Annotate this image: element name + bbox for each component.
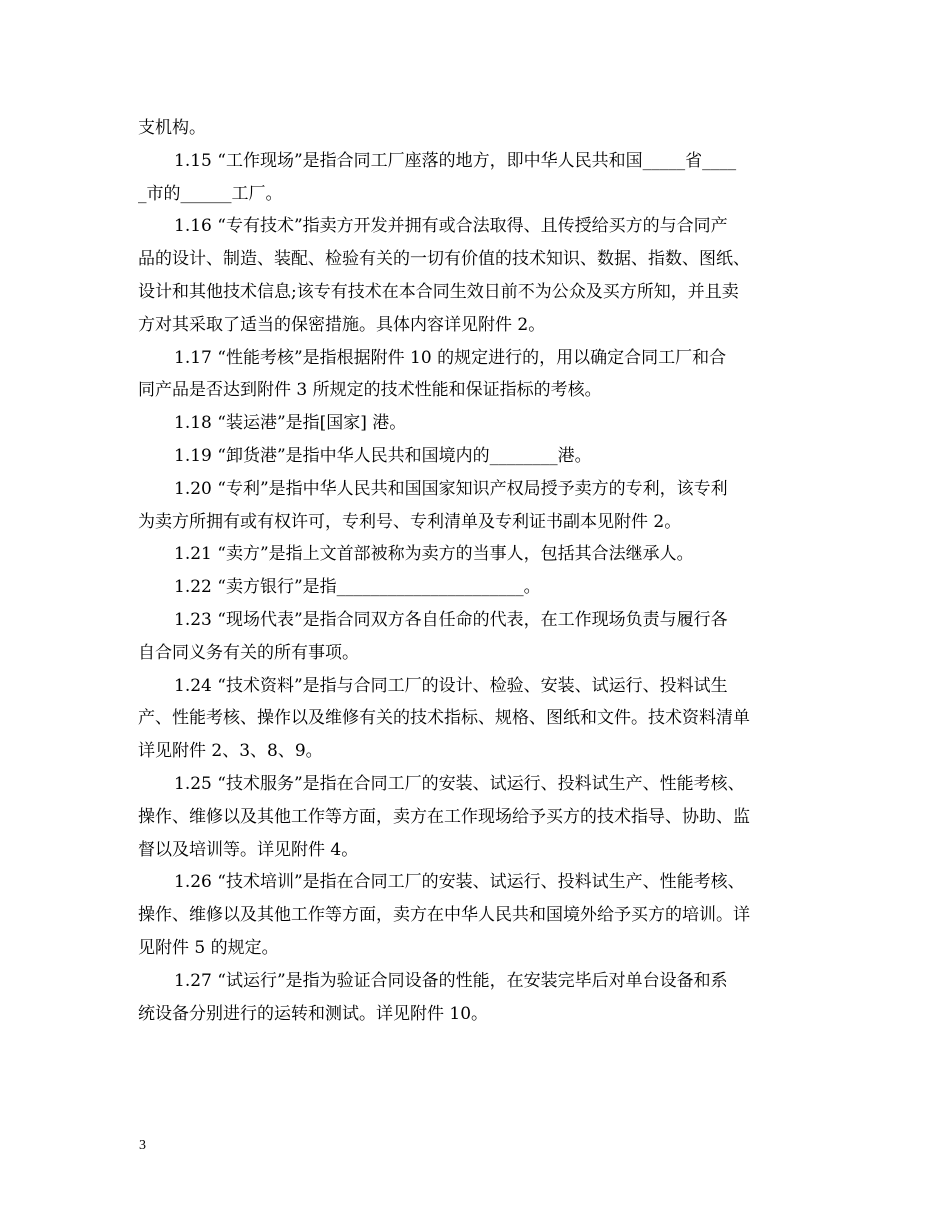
text-line: 1.17 “性能考核”是指根据附件 10 的规定进行的，用以确定合同工厂和合 xyxy=(174,347,727,368)
text-line: 为卖方所拥有或有权许可，专利号、专利清单及专利证书副本见附件 2。 xyxy=(138,511,682,532)
text-line: 统设备分别进行的运转和测试。详见附件 10。 xyxy=(138,1003,489,1024)
text-line: 1.15 “工作现场”是指合同工厂座落的地方，即中华人民共和国_____省____ xyxy=(174,150,737,171)
text-line: 自合同义务有关的所有事项。 xyxy=(138,642,359,663)
text-line: 设计和其他技术信息;该专有技术在本合同生效日前不为公众及买方所知，并且卖 xyxy=(138,281,739,302)
text-line: 同产品是否达到附件 3 所规定的技术性能和保证指标的考核。 xyxy=(138,380,602,401)
text-line: 1.27 “试运行”是指为验证合同设备的性能，在安装完毕后对单台设备和系 xyxy=(174,970,728,991)
text-line: 1.26 “技术培训”是指在合同工厂的安装、试运行、投料试生产、性能考核、 xyxy=(174,872,745,893)
text-line: 见附件 5 的规定。 xyxy=(138,937,279,958)
text-line: _市的______工厂。 xyxy=(138,183,283,204)
text-line: 品的设计、制造、装配、检验有关的一切有价值的技术知识、数据、指数、图纸、 xyxy=(138,249,750,270)
text-line: 1.20 “专利”是指中华人民共和国国家知识产权局授予卖方的专利，该专利 xyxy=(174,478,728,499)
text-line: 督以及培训等。详见附件 4。 xyxy=(138,839,359,860)
text-line: 详见附件 2、3、8、9。 xyxy=(138,741,323,762)
text-line: 操作、维修以及其他工作等方面，卖方在中华人民共和国境外给予买方的培训。详 xyxy=(138,905,750,926)
text-line: 1.24 “技术资料”是指与合同工厂的设计、检验、安装、试运行、投料试生 xyxy=(174,675,728,696)
text-line: 方对其采取了适当的保密措施。具体内容详见附件 2。 xyxy=(138,314,546,335)
text-line: 操作、维修以及其他工作等方面，卖方在工作现场给予买方的技术指导、协助、监 xyxy=(138,806,750,827)
text-line: 支机构。 xyxy=(138,118,206,138)
text-line: 1.19 “卸货港”是指中华人民共和国境内的________港。 xyxy=(174,445,592,466)
text-line: 1.21 “卖方”是指上文首部被称为卖方的当事人，包括其合法继承人。 xyxy=(174,544,694,565)
text-line: 1.22 “卖方银行”是指______________________。 xyxy=(174,577,541,598)
text-line: 产、性能考核、操作以及维修有关的技术指标、规格、图纸和文件。技术资料清单 xyxy=(138,708,750,729)
text-line: 1.23 “现场代表”是指合同双方各自任命的代表，在工作现场负责与履行各 xyxy=(174,609,728,630)
text-line: 1.25 “技术服务”是指在合同工厂的安装、试运行、投料试生产、性能考核、 xyxy=(174,773,745,794)
text-line: 1.16 “专有技术”指卖方开发并拥有或合法取得、且传授给买方的与合同产 xyxy=(174,216,728,237)
page-number: 3 xyxy=(139,1138,146,1153)
document-body xyxy=(138,112,816,1030)
text-line: 1.18 “装运港”是指[国家] 港。 xyxy=(174,413,407,434)
